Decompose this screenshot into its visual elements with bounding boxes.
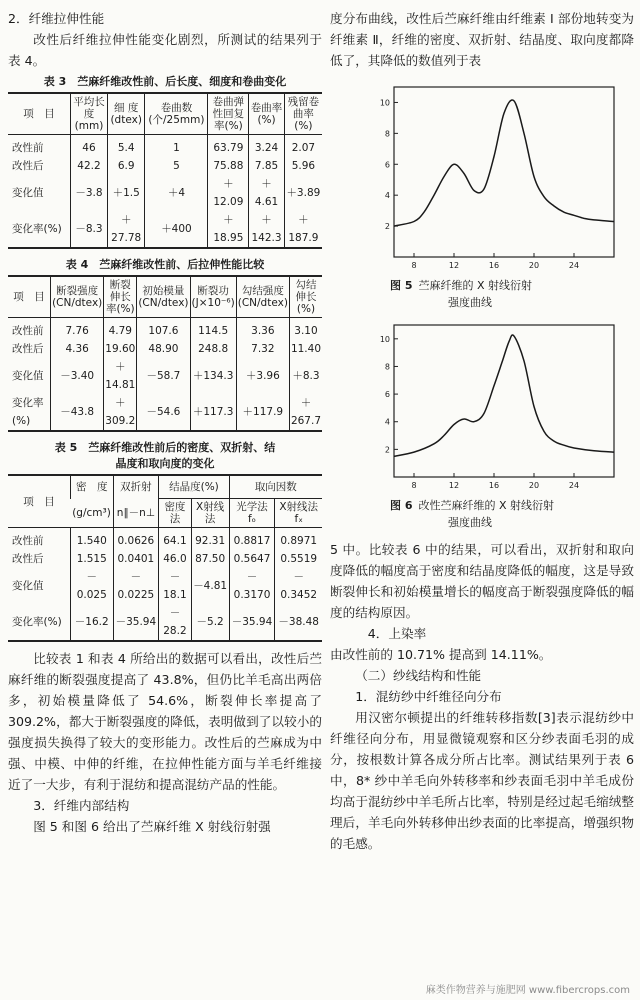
table-cell: 87.50 [191,550,229,568]
y-tick-label: 4 [384,191,390,201]
table-cell: －54.6 [137,394,190,431]
table-row [8,135,322,158]
table-cell: 变化率(%) [12,223,62,235]
table-cell: 63.79 [208,135,249,158]
paragraph-intro: 改性后纤维拉伸性能变化剧烈，所测试的结果列于表 4。 [8,32,322,68]
table-cell: 42.2 [71,157,108,175]
table4-header-item: 项 目 [8,276,51,318]
table-cell: －38.48 [275,604,322,641]
paragraph-continuation: 度分布曲线，改性后苎麻纤维由纤维素 Ⅰ 部份地转变为纤维素 Ⅱ，纤维的密度、双折射、结晶度、取向度都降低了，其降低的数值列于表 [330,11,634,68]
table-cell: 改性前 [12,142,44,154]
x-tick-label: 20 [528,481,540,490]
table-row [8,550,322,568]
table4 [8,275,322,432]
y-tick-label: 8 [384,362,390,372]
table-cell: ＋18.95 [208,211,249,248]
table-cell: ＋8.3 [289,358,322,394]
x-tick-label: 12 [448,261,460,270]
section-heading-tensile: 2．纤维拉伸性能 [8,11,105,26]
section-heading-radial: 1．混纺纱中纤维径向分布 [355,689,502,704]
table3-header-length: 平均长度(mm) [71,93,108,135]
table-cell: 1.540 [71,528,114,551]
y-tick-label: 10 [379,98,390,108]
table5-header-orientation: 取向因数 [229,475,322,499]
table-cell: 1.515 [71,550,114,568]
paragraph-dye: 由改性前的 10.71% 提高到 14.11%。 [330,647,552,662]
paragraph-structure: 图 5 和图 6 给出了苎麻纤维 X 射线衍射强 [33,819,271,834]
table-row [8,604,322,641]
x-tick-label: 16 [488,481,500,490]
table-cell: －58.7 [137,358,190,394]
x-tick-label: 8 [411,261,417,270]
table-row [8,358,322,394]
table-row [8,528,322,551]
table-cell: 变化值 [12,370,44,382]
table-cell: －16.2 [71,604,114,641]
table5-header-crystallinity: 结晶度(%) [159,475,229,499]
series-line [394,335,614,456]
table3 [8,92,322,249]
y-tick-label: 2 [384,445,390,455]
right-column [330,0,634,854]
y-tick-label: 10 [379,334,390,344]
left-column [8,0,322,837]
table4-caption: 表 4 苎麻纤维改性前、后拉伸性能比较 [65,258,265,271]
figure-5-caption-line2: 强度曲线 [448,296,492,309]
table-cell: ＋27.78 [107,211,145,248]
table-cell: －3.40 [51,358,104,394]
table-cell: 0.0401 [113,550,159,568]
table-cell: 7.76 [51,318,104,341]
table-row [8,568,322,604]
table-cell: －0.025 [71,568,114,604]
figure-6 [330,317,634,531]
table-cell: 5.4 [107,135,145,158]
table-cell: ＋4 [145,175,208,211]
table4-header-break-strength: 断裂强度(CN/dtex) [51,276,104,318]
figure-5-caption-line1: 苎麻纤维的 X 射线衍射 [418,279,533,292]
table5 [8,474,322,642]
table-cell: 114.5 [190,318,236,341]
section-heading-yarn: （二）纱线结构和性能 [355,668,482,683]
figure-6-caption-line2: 强度曲线 [448,516,492,529]
table5-header-crystallinity-density: 密度法 [159,499,191,528]
table-cell: ＋400 [145,211,208,248]
table3-header-residual-crimp: 残留卷曲率(%) [284,93,322,135]
table-cell: －0.3452 [275,568,322,604]
table-cell: 改性后 [12,553,44,565]
table-cell: 改性前 [12,325,44,337]
table-cell: 7.32 [236,340,289,358]
series-line [394,100,614,226]
table-cell: ＋12.09 [208,175,249,211]
table-cell: ＋4.61 [249,175,285,211]
table-cell: 92.31 [191,528,229,551]
table5-header-orientation-optical: 光学法 fₒ [229,499,275,528]
table3-header-crimp-recovery: 卷曲弹性回复率(%) [208,93,249,135]
table-cell: 4.79 [104,318,137,341]
table5-header-birefringence: 双折射 [113,475,159,499]
table-cell: －18.1 [159,568,191,604]
table-cell: 2.07 [284,135,322,158]
table-cell: 0.8817 [229,528,275,551]
table-cell: 改性后 [12,160,44,172]
paragraph-compare: 比较表 1 和表 4 所给出的数据可以看出，改性后苎麻纤维的断裂强度提高了 43.8%，但仍比羊毛高出两倍多，初始模量降低了 54.6%，断裂伸长率提高了 309.2%，都大于断裂强度的降低，表明做到了以较小的强度损失换得了较大的变形能力。改性后的苎麻成为中强、中模、中伸的纤维，在拉伸性能方面与羊毛纤维接近了一大步，有利于混纺和提高混纺产品的性能。 [8,651,322,792]
table-cell: 64.1 [159,528,191,551]
table-cell: 0.5519 [275,550,322,568]
table-cell: －43.8 [51,394,104,431]
paragraph-figure-discussion: 5 中。比较表 6 中的结果，可以看出，双折射和取向度降低的幅度高于密度和结晶度降低的幅度，这是导致断裂伸长和初始模量增长的幅度高于断裂强度降低的幅度的结构原因。 [330,542,634,620]
x-tick-label: 20 [528,261,540,270]
table-cell: 0.8971 [275,528,322,551]
table-row [8,157,322,175]
table-cell: 6.9 [107,157,145,175]
table5-header-density: 密 度 [71,475,114,499]
table-cell: ＋267.7 [289,394,322,431]
table-cell: 0.5647 [229,550,275,568]
table-cell: ＋117.3 [190,394,236,431]
table-cell: 3.24 [249,135,285,158]
y-tick-label: 6 [384,390,390,400]
y-tick-label: 4 [384,417,390,427]
table5-header-orientation-xray: X射线法 fₓ [275,499,322,528]
table4-header-break-work: 断裂功(J×10⁻⁶) [190,276,236,318]
section-heading-structure: 3．纤维内部结构 [33,798,130,813]
table-cell: 75.88 [208,157,249,175]
table3-header-fineness: 细 度(dtex) [107,93,145,135]
table-row [8,394,322,431]
section-heading-dye: 4．上染率 [367,626,427,641]
y-tick-label: 2 [384,222,390,232]
table5-caption-line2: 晶度和取向度的变化 [115,457,215,470]
table-cell: ＋3.96 [236,358,289,394]
table5-header-item: 项 目 [8,475,71,528]
table-cell: ＋1.5 [107,175,145,211]
figure-6-label: 图 6 [390,499,413,512]
x-tick-label: 24 [568,481,580,490]
table-cell: －35.94 [113,604,159,641]
table-cell: 5 [145,157,208,175]
table-cell: 5.96 [284,157,322,175]
table-cell: 46 [71,135,108,158]
table-cell: 11.40 [289,340,322,358]
table4-header-initial-modulus: 初始模量(CN/dtex) [137,276,190,318]
x-tick-label: 8 [411,481,417,490]
table-cell: 46.0 [159,550,191,568]
table4-header-break-elongation: 断裂伸长率(%) [104,276,137,318]
table-cell: －8.3 [71,211,108,248]
figure-6-caption-line1: 改性苎麻纤维的 X 射线衍射 [418,499,555,512]
y-tick-label: 8 [384,129,390,139]
y-tick-label: 6 [384,160,390,170]
table-cell: －5.2 [191,604,229,641]
figure-5 [330,77,634,311]
table5-header-crystallinity-xray: X射线法 [191,499,229,528]
figure-5-chart [330,77,630,273]
table3-header-item: 项 目 [8,93,71,135]
plot-frame [394,325,614,477]
table-row [8,211,322,248]
table-cell: －0.3170 [229,568,275,604]
table-cell: 4.36 [51,340,104,358]
table-cell: 7.85 [249,157,285,175]
table-cell: ＋187.9 [284,211,322,248]
x-tick-label: 12 [448,481,460,490]
table-cell: ＋142.3 [249,211,285,248]
table-row [8,175,322,211]
table3-caption: 表 3 苎麻纤维改性前、后长度、细度和卷曲变化 [43,75,287,88]
table-cell: 107.6 [137,318,190,341]
table4-header-loop-elongation: 勾结伸长(%) [289,276,322,318]
x-tick-label: 24 [568,261,580,270]
table5-caption-line1: 表 5 苎麻纤维改性前后的密度、双折射、结 [54,441,276,454]
table5-header-density-unit: (g/cm³) [71,499,114,528]
table-cell: －4.81 [191,568,229,604]
table-cell: 变化值 [12,580,44,592]
watermark: 麻类作物营养与施肥网 www.fibercrops.com [425,985,630,996]
table-cell: 48.90 [137,340,190,358]
table-cell: －28.2 [159,604,191,641]
table5-header-birefringence-symbol: n∥－n⊥ [113,499,159,528]
table-cell: 变化率(%) [12,397,44,427]
table4-header-loop-strength: 勾结强度(CN/dtex) [236,276,289,318]
table-cell: ＋14.81 [104,358,137,394]
table-cell: －35.94 [229,604,275,641]
table-cell: 变化值 [12,187,44,199]
table-cell: ＋309.2 [104,394,137,431]
table-cell: －3.8 [71,175,108,211]
table-cell: －0.0225 [113,568,159,604]
table-row [8,318,322,341]
table-cell: 248.8 [190,340,236,358]
figure-6-caption [390,497,634,531]
table-cell: 19.60 [104,340,137,358]
paragraph-yarn: 用汉密尔顿提出的纤维转移指数[3]表示混纺纱中纤维径向分布，用显微镜观察和区分纱表面毛羽的成分，按根数计算各成分所占比率。测试结果列于表 6 中，8* 纱中羊毛向外转移率和纱表面毛羽中羊毛成份均高于混纺纱中羊毛所占比率，特别是经过起毛缩绒整理后，羊毛向外转移伸出纱表面的比率提高，增强织物的毛感。 [330,710,634,851]
figure-5-caption [390,277,634,311]
table-cell: ＋3.89 [284,175,322,211]
table-cell: 1 [145,135,208,158]
table-cell: 改性后 [12,343,44,355]
table-cell: 变化率(%) [12,616,62,628]
figure-5-label: 图 5 [390,279,413,292]
table-cell: ＋134.3 [190,358,236,394]
table3-header-crimp-count: 卷曲数(个/25mm) [145,93,208,135]
x-tick-label: 16 [488,261,500,270]
table-cell: 0.0626 [113,528,159,551]
figure-6-chart [330,317,630,493]
table-cell: 3.10 [289,318,322,341]
table-cell: ＋117.9 [236,394,289,431]
table-cell: 改性前 [12,535,44,547]
table3-header-crimp-rate: 卷曲率(%) [249,93,285,135]
table-row [8,340,322,358]
table-cell: 3.36 [236,318,289,341]
